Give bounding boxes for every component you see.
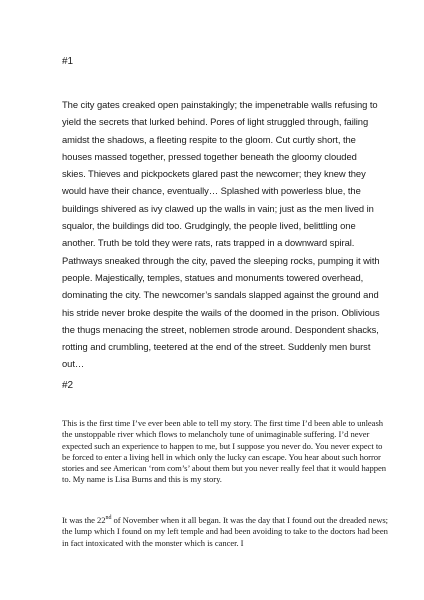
section-2-paragraph-1: This is the first time I’ve ever been able to tell my story. The first time I’d been able to unleash the unstoppable river which flows to melancholy tune of unimaginable suffering. I’d never expected such an experience to happen to me, but I suppose you never do. You never expect to be forced to enter a living hell in which only the lucky can escape. You hear about such horror stories and see American ‘rom com’s’ about them but you never really feel that it would happen to. My name is Lisa Burns and this is my story. [62, 418, 386, 485]
section-2-paragraph-2 [62, 515, 392, 549]
section-1-paragraph: The city gates creaked open painstakingly; the impenetrable walls refusing to yield the secrets that lurked behind. Pores of light struggled through, failing amidst the shadows, a fleeting respite to the gloom. Cut curtly short, the houses massed together, pressed together beneath the gloomy clouded skies. Thieves and pickpockets glared past the newcomer; they knew they would have their chance, eventually… Splashed with powerless blue, the buildings shivered as ivy clawed up the walls in vain; just as the men lived in squalor, the buildings did too. Grudgingly, the people lived, belittling one another. Truth be told they were rats, rats trapped in a downward spiral. Pathways sneaked through the city, paved the sleeping rocks, pumping it with people. Majestically, temples, statues and monuments towered overhead, dominating the city. The newcomer’s sandals slapped against the ground and his stride never broke despite the wails of the doomed in the prison. Oblivious the thugs menacing the street, noblemen strode around. Despondent shacks, rotting and crumbling, teetered at the end of the street. Suddenly men burst out… [62, 99, 380, 370]
paragraph-2-text-start: It was the 22 [62, 515, 106, 525]
date-ordinal-suffix: nd [105, 515, 112, 522]
section-1-heading: #1 [62, 56, 74, 67]
section-2-heading: #2 [62, 380, 74, 391]
paragraph-2-text-end: of November when it all began. It was the day that I found out the dreaded news; the lump which I found on my left temple and had been avoiding to take to the doctors had been in fact intoxicated with the monster which is cancer. I [62, 515, 389, 548]
